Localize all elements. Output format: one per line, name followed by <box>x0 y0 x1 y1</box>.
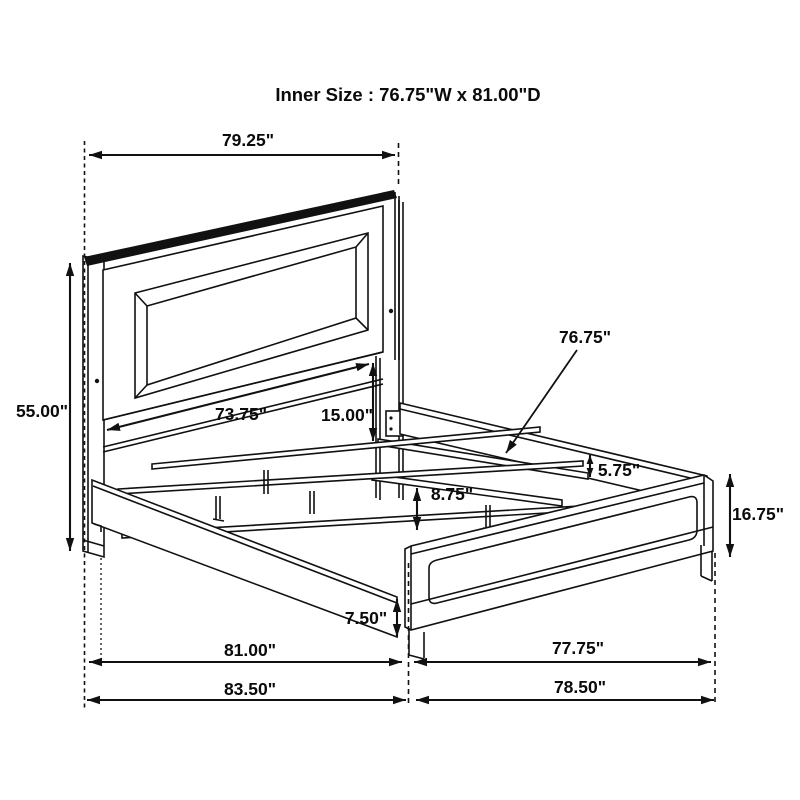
dim-label-slat-clearance: 8.75" <box>430 484 474 504</box>
dim-label-footboard-outer-width: 78.50" <box>553 677 607 697</box>
inner-size-title: Inner Size : 76.75"W x 81.00"D <box>275 84 541 105</box>
bed-frame-drawing <box>83 190 713 659</box>
dim-label-panel-to-rail-drop: 15.00" <box>320 405 374 425</box>
dim-label-side-rail-height: 7.50" <box>344 608 388 628</box>
dim-label-top-width: 79.25" <box>221 130 275 150</box>
screw-dot-left <box>95 379 99 383</box>
dim-label-rail-lip-height: 5.75" <box>597 460 641 480</box>
dim-label-footboard-height: 16.75" <box>731 504 785 524</box>
dim-label-outer-depth: 83.50" <box>223 679 277 699</box>
dim-label-overall-height: 55.00" <box>15 401 69 421</box>
dim-label-inner-depth: 81.00" <box>223 640 277 660</box>
screw-dot-right <box>389 309 393 313</box>
footboard-left-leg <box>409 628 424 659</box>
dim-label-slat-length: 76.75" <box>558 327 612 347</box>
dim-label-headboard-panel-width: 73.75" <box>214 404 268 424</box>
dim-label-footboard-inner-width: 77.75" <box>551 638 605 658</box>
